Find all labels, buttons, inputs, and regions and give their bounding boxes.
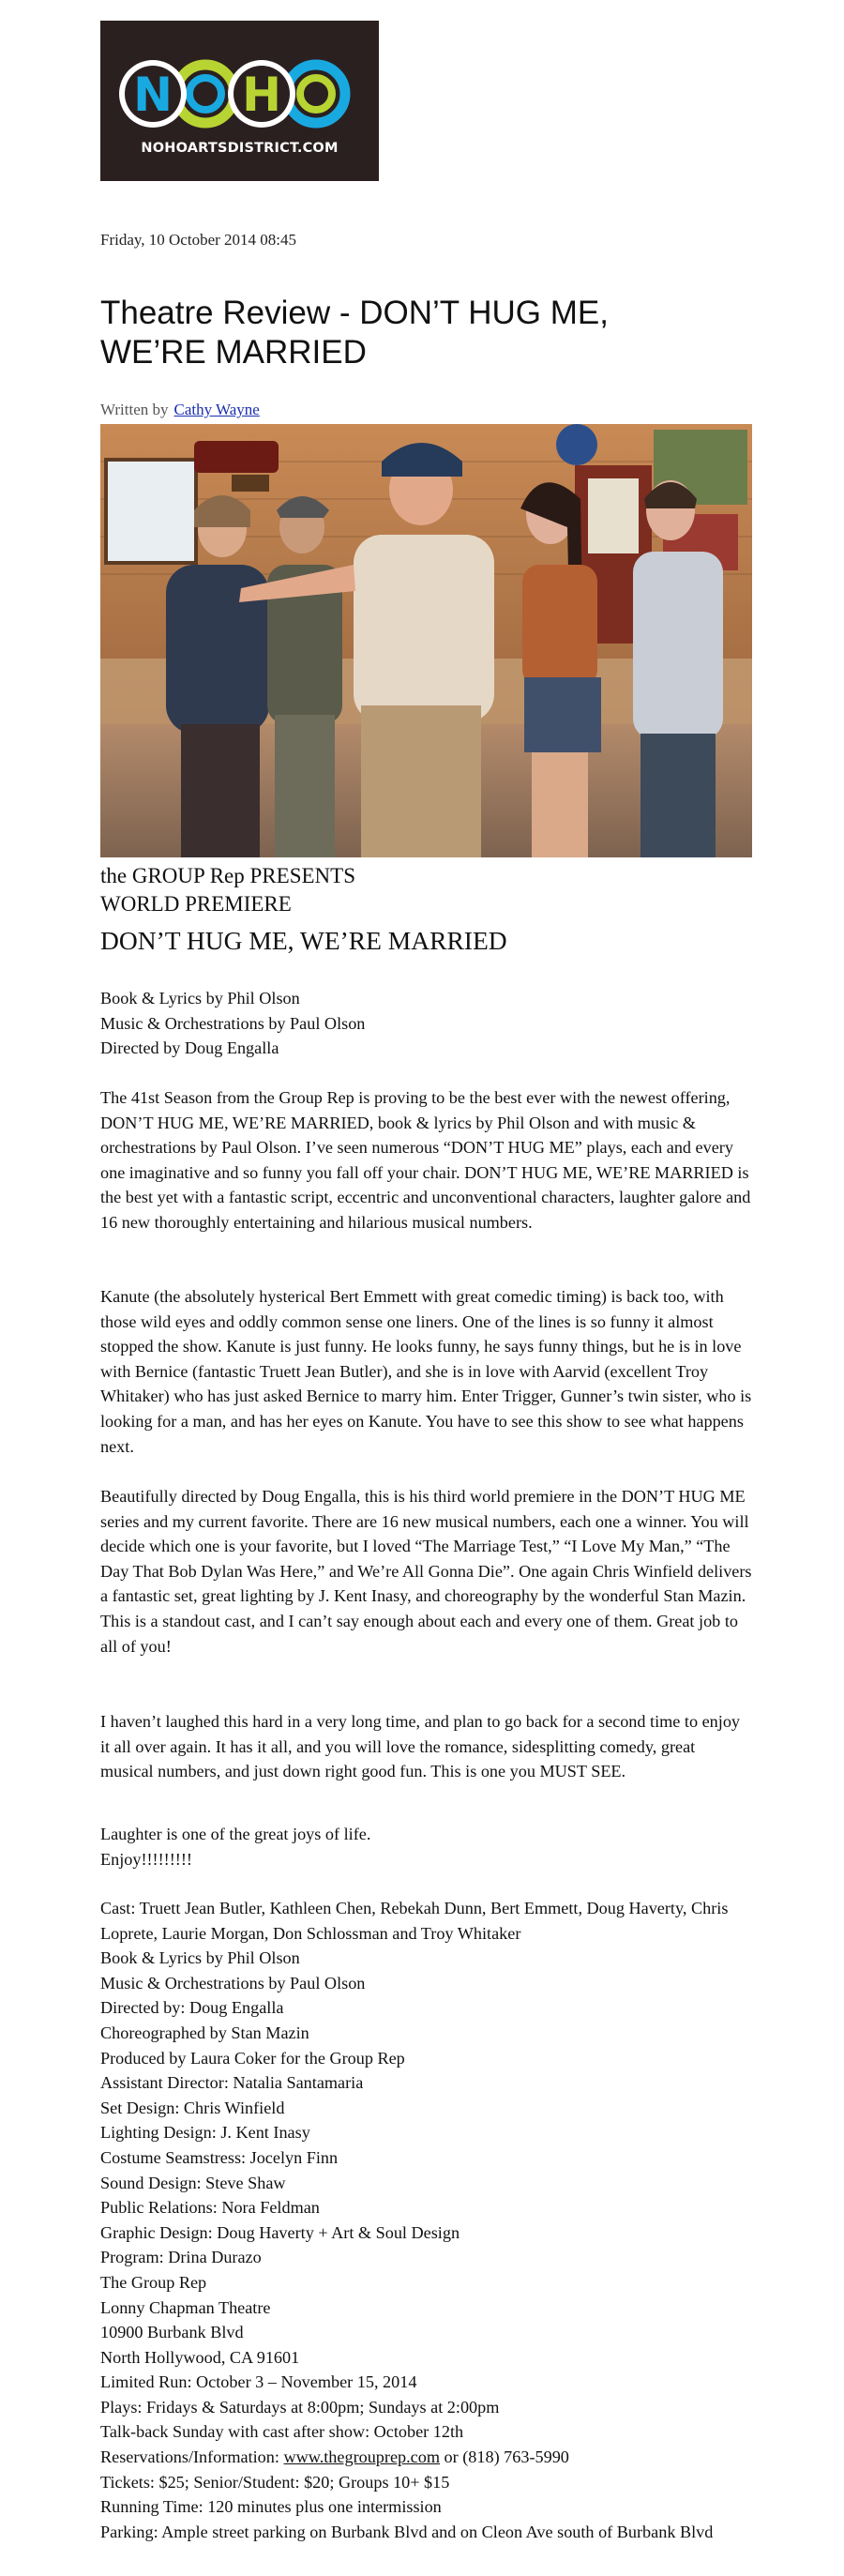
logo-site-text: NOHOARTSDISTRICT.COM xyxy=(141,141,339,156)
cast-info-line: Parking: Ample street parking on Burbank Blvd and on Cleon Ave south of Burbank Blvd xyxy=(100,2522,714,2541)
credit-line: Book & Lyrics by Phil Olson xyxy=(100,989,300,1008)
grouprep-website-link[interactable]: www.thegrouprep.com xyxy=(283,2447,440,2467)
cast-info-line: Assistant Director: Natalia Santamaria xyxy=(100,2073,364,2093)
presents-line: the GROUP Rep PRESENTS xyxy=(100,864,355,887)
credits-block xyxy=(100,986,752,1061)
cast-info-line: Directed by: Doug Engalla xyxy=(100,1998,284,2018)
cast-info-line: Music & Orchestrations by Paul Olson xyxy=(100,1973,366,1993)
logo-letter-h: H xyxy=(242,68,281,122)
paragraph-text: The 41st Season from the Group Rep is proving to be the best ever with the newest offering, DON’T HUG ME, WE’RE MARRIED, book & lyrics by Phil Olson and with music & orchestrations by Paul Olson. I’ve seen numerous “DON’T HUG ME” plays, each and every one imaginative and so funny you fall off your chair. DON’T HUG ME, WE’RE MARRIED is the best yet with a fantastic script, eccentric and unconventional characters, laughter galore and 16 new thoroughly entertaining and hilarious musical numbers. xyxy=(100,1088,751,1232)
paragraph-text: Beautifully directed by Doug Engalla, this is his third world premiere in the DON’T HUG ME series and my current favorite. There are 16 new musical numbers, each one a winner. You will decide which one is your favorite, but I loved “The Marriage Test,” “I Love My Man,” “The Day That Bob Dylan Was Here,” and We’re All Gonna Die”. One again Chris Winfield delivers a fantastic set, great lighting by J. Kent Inasy, and choreography by the wonderful Stan Mazin. This is a standout cast, and I can’t say enough about each and every one of them. Great job to all of you! xyxy=(100,1487,752,1656)
reservations-phone: or (818) 763-5990 xyxy=(444,2447,569,2467)
review-paragraph-1 xyxy=(100,1085,752,1235)
article-date: Friday, 10 October 2014 08:45 xyxy=(100,231,297,249)
credit-line: Music & Orchestrations by Paul Olson xyxy=(100,1013,366,1033)
article-title: Theatre Review - DON’T HUG ME, WE’RE MARRIED xyxy=(100,295,609,371)
closing-line: Enjoy!!!!!!!!! xyxy=(100,1849,192,1869)
show-headline: DON’T HUG ME, WE’RE MARRIED xyxy=(100,926,507,955)
cast-info-block xyxy=(100,1896,752,2544)
paragraph-text: Kanute (the absolutely hysterical Bert Emmett with great comedic timing) is back too, with those wild eyes and oddly common sense one liners. One of the lines is so funny it almost stopped the show. Kanute is just funny. He looks funny, he says funny things, but he is in love with Bernice (fantastic Truett Jean Butler), and she is in love with Aarvid (excellent Troy Whitaker) who has just asked Bernice to marry him. Enter Trigger, Gunner’s twin sister, who is looking for a man, and has her eyes on Kanute. You have to see this show to see what happens next. xyxy=(100,1287,752,1456)
cast-info-line: Lighting Design: J. Kent Inasy xyxy=(100,2123,310,2143)
reservations-label: Reservations/Information: xyxy=(100,2447,279,2467)
cast-info-line: Tickets: $25; Senior/Student: $20; Groups 10+ $15 xyxy=(100,2472,450,2492)
cast-info-line: Lonny Chapman Theatre xyxy=(100,2297,271,2317)
credit-line: Directed by Doug Engalla xyxy=(100,1038,279,1058)
review-paragraph-3 xyxy=(100,1484,752,1659)
stage-scene-image xyxy=(100,424,752,857)
closing-line: Laughter is one of the great joys of life. xyxy=(100,1825,371,1843)
cast-info-line: Set Design: Chris Winfield xyxy=(100,2098,285,2117)
cast-info-line: North Hollywood, CA 91601 xyxy=(100,2347,300,2367)
cast-info-line: Talk-back Sunday with cast after show: October 12th xyxy=(100,2422,464,2442)
review-paragraph-4 xyxy=(100,1709,752,1784)
reservations-line xyxy=(100,2445,752,2470)
cast-info-line: Graphic Design: Doug Haverty + Art & Soul Design xyxy=(100,2222,460,2242)
cast-photo xyxy=(100,424,752,857)
presents-block xyxy=(100,862,355,918)
cast-info-line: Book & Lyrics by Phil Olson xyxy=(100,1948,300,1968)
cast-info-line: Produced by Laura Coker for the Group Rep xyxy=(100,2048,405,2068)
cast-info-line: Plays: Fridays & Saturdays at 8:00pm; Sundays at 2:00pm xyxy=(100,2397,500,2417)
cast-info-line: Sound Design: Steve Shaw xyxy=(100,2173,286,2192)
noho-logo-rings xyxy=(100,21,379,141)
written-by-label: Written by xyxy=(100,401,169,418)
cast-info-line: Choreographed by Stan Mazin xyxy=(100,2023,309,2042)
cast-info-line: Limited Run: October 3 – November 15, 2014 xyxy=(100,2372,417,2392)
closing-block xyxy=(100,1822,752,1871)
cast-info-line: Costume Seamstress: Jocelyn Finn xyxy=(100,2147,339,2167)
cast-info-line: The Group Rep xyxy=(100,2272,207,2292)
noho-logo[interactable] xyxy=(100,21,379,181)
review-paragraph-2 xyxy=(100,1284,752,1459)
cast-info-line: 10900 Burbank Blvd xyxy=(100,2323,244,2342)
paragraph-text: I haven’t laughed this hard in a very long time, and plan to go back for a second time to enjoy it all over again. It has it all, and you will love the romance, sidesplitting comedy, great musical numbers, and just down right good fun. This is one you MUST SEE. xyxy=(100,1712,741,1781)
author-link[interactable]: Cathy Wayne xyxy=(173,401,260,418)
byline xyxy=(100,401,260,419)
cast-info-line: Program: Drina Durazo xyxy=(100,2248,262,2267)
cast-info-line: Cast: Truett Jean Butler, Kathleen Chen, Rebekah Dunn, Bert Emmett, Doug Haverty, Chris Loprete, Laurie Morgan, Don Schlossman and Troy Whitaker xyxy=(100,1899,729,1943)
world-premiere-line: WORLD PREMIERE xyxy=(100,892,292,916)
cast-info-line: Public Relations: Nora Feldman xyxy=(100,2198,320,2218)
logo-letter-n: N xyxy=(133,68,173,122)
cast-info-line: Running Time: 120 minutes plus one intermission xyxy=(100,2497,442,2517)
